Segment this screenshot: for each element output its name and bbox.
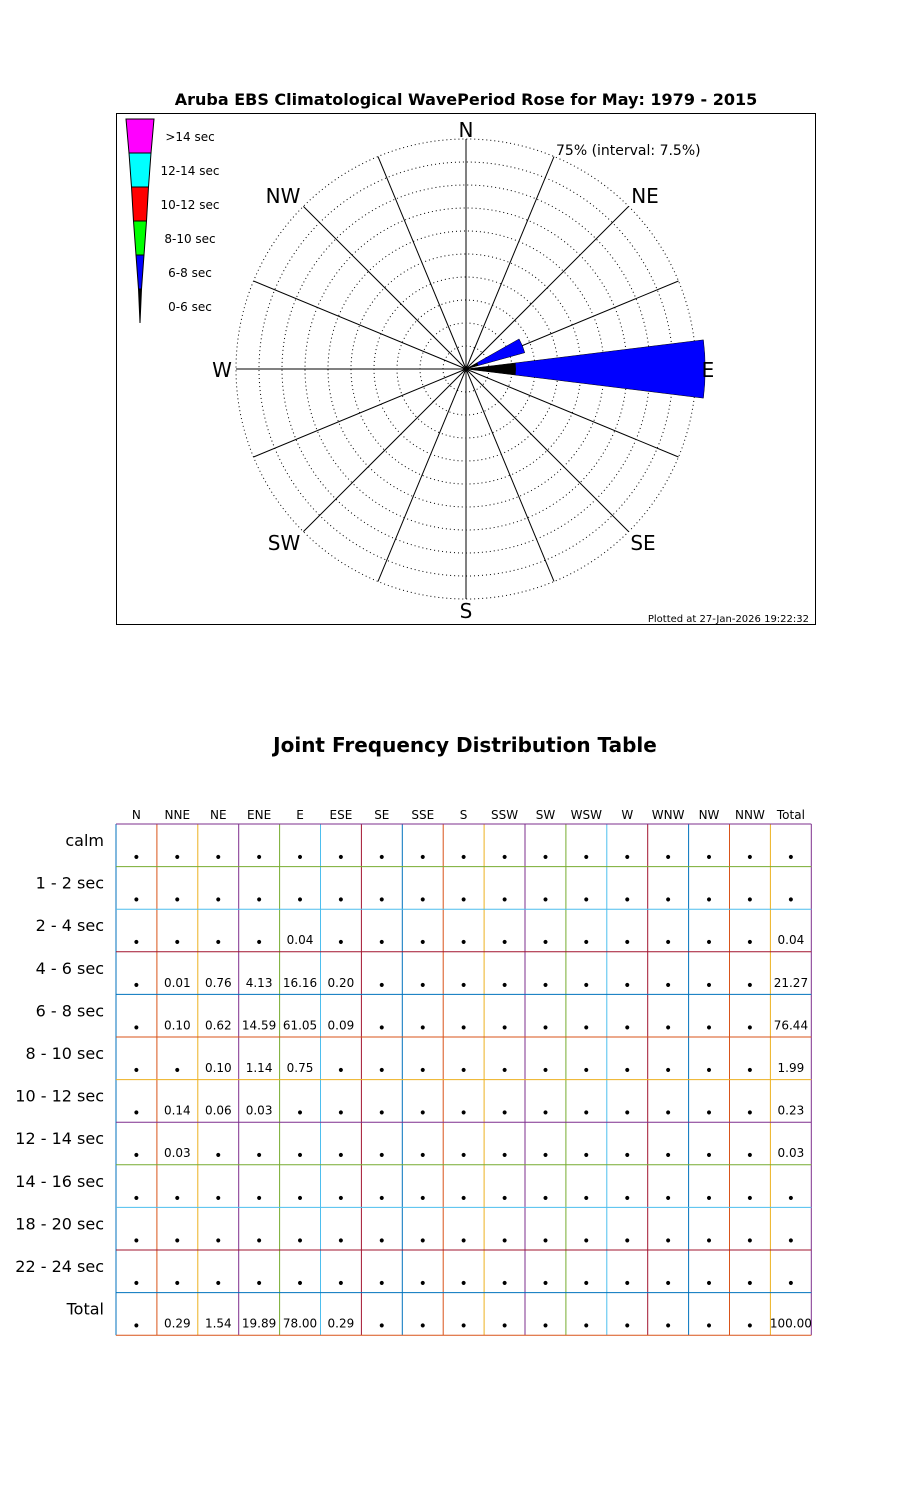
table-cell: •	[336, 1190, 346, 1207]
row-label: calm	[65, 831, 104, 850]
table-cell: •	[377, 1105, 386, 1122]
table-cell: •	[582, 850, 591, 866]
table-cell: •	[336, 1148, 346, 1165]
table-cell: •	[295, 1105, 305, 1122]
table-cell: •	[623, 1276, 632, 1292]
table-cell: •	[459, 1276, 468, 1292]
column-header: WSW	[570, 808, 602, 822]
table-cell: 19.89	[241, 1316, 277, 1331]
table-cell: •	[786, 1190, 796, 1207]
table-cell: •	[377, 935, 386, 952]
legend-label: >14 sec	[165, 130, 215, 144]
table-cell: •	[541, 1318, 550, 1335]
table-cell: •	[541, 1190, 550, 1207]
table-cell: •	[663, 850, 673, 866]
table-cell: •	[786, 1276, 796, 1292]
table-cell: 76.44	[773, 1018, 809, 1033]
table-cell: •	[377, 1318, 386, 1335]
table-cell: •	[132, 1063, 141, 1079]
spoke-se	[466, 369, 629, 532]
table-cell: •	[663, 935, 673, 952]
table-cell: 0.04	[286, 933, 314, 948]
table-cell: 1.14	[245, 1061, 273, 1075]
spoke-nnw	[378, 157, 466, 369]
column-header: ENE	[247, 808, 272, 822]
table-cell: •	[254, 1190, 264, 1207]
table-cell: 0.23	[777, 1103, 805, 1118]
legend-swatch-10-12-sec	[132, 187, 149, 221]
row-label: 10 - 12 sec	[15, 1086, 104, 1106]
table-cell: •	[623, 977, 632, 994]
table-cell: •	[623, 850, 632, 866]
table-cell: •	[663, 1105, 673, 1122]
compass-label-n: N	[458, 118, 474, 142]
spoke-wsw	[254, 369, 466, 457]
table-cell: 100.00	[769, 1316, 812, 1331]
legend-label: 12-14 sec	[160, 164, 220, 178]
table-cell: •	[214, 892, 223, 909]
table-cell: •	[704, 1276, 714, 1292]
row-label: 4 - 6 sec	[35, 958, 104, 978]
row-label: 22 - 24 sec	[15, 1257, 104, 1276]
table-cell: •	[459, 850, 468, 866]
row-label: 2 - 4 sec	[35, 916, 104, 936]
table-cell: •	[132, 1190, 141, 1207]
table-cell: 0.20	[327, 975, 355, 990]
column-header: SE	[374, 808, 390, 822]
legend-swatch-8-10-sec	[134, 221, 147, 255]
table-cell: 0.75	[286, 1061, 314, 1075]
table-cell: •	[254, 935, 264, 952]
column-header: NW	[698, 808, 720, 822]
table-cell: •	[541, 850, 550, 866]
joint-frequency-table	[0, 795, 900, 1355]
table-cell: •	[336, 1276, 346, 1292]
table-cell: •	[173, 1276, 182, 1292]
table-cell: •	[418, 1190, 427, 1207]
table-cell: •	[745, 850, 755, 866]
table-cell: •	[745, 1063, 755, 1079]
column-header: WNW	[651, 808, 685, 822]
table-cell: •	[459, 1148, 468, 1165]
column-header: SSW	[491, 808, 519, 822]
table-cell: •	[786, 1233, 796, 1250]
table-cell: 0.10	[204, 1061, 232, 1075]
table-cell: •	[418, 850, 427, 866]
table-cell: •	[254, 892, 264, 909]
column-header: SW	[535, 808, 556, 822]
table-title: Joint Frequency Distribution Table	[273, 733, 657, 757]
table-cell: •	[541, 977, 550, 994]
table-cell: •	[541, 1233, 550, 1250]
row-label: 1 - 2 sec	[35, 873, 104, 893]
table-cell: •	[704, 1148, 714, 1165]
petal-ene-6-8-sec	[477, 339, 525, 366]
table-cell: •	[541, 1105, 550, 1122]
table-cell: •	[214, 1233, 223, 1250]
table-cell: •	[745, 1190, 755, 1207]
rose-petals	[466, 339, 705, 398]
table-cell: •	[704, 850, 714, 866]
table-cell: •	[295, 1276, 305, 1292]
compass-label-nw: NW	[265, 184, 301, 208]
scale-label: 75% (interval: 7.5%)	[556, 143, 701, 159]
table-cell: •	[663, 1063, 673, 1079]
table-cell: •	[623, 1105, 632, 1122]
table-cell: •	[173, 1233, 182, 1250]
table-cell: 0.14	[163, 1103, 191, 1118]
table-cell: •	[663, 1276, 673, 1292]
table-cell: •	[582, 1148, 591, 1165]
row-label: 8 - 10 sec	[25, 1044, 104, 1063]
row-label: Total	[66, 1299, 104, 1319]
legend-swatch-0-6-sec	[139, 289, 142, 323]
table-cell: •	[582, 1276, 591, 1292]
table-cell: •	[745, 1105, 755, 1122]
table-cell: •	[459, 1318, 468, 1335]
table-cell: 1.99	[777, 1061, 805, 1075]
spoke-sw	[303, 369, 466, 532]
row-label: 6 - 8 sec	[35, 1001, 104, 1021]
table-cell: •	[418, 1105, 427, 1122]
table-cell: •	[745, 935, 755, 952]
table-cell: •	[173, 850, 182, 866]
table-cell: 0.29	[163, 1316, 191, 1331]
table-cell: •	[377, 1020, 386, 1037]
table-cell: 0.03	[163, 1146, 191, 1161]
spoke-ssw	[378, 369, 466, 581]
table-cell: •	[459, 935, 468, 952]
table-cell: •	[500, 1190, 509, 1207]
table-cell: •	[214, 935, 223, 952]
table-cell: 0.62	[204, 1018, 232, 1033]
table-cell: •	[377, 850, 386, 866]
legend-label: 8-10 sec	[164, 232, 216, 246]
table-cell: •	[663, 1318, 673, 1335]
table-cell: •	[295, 850, 305, 866]
legend-label: 10-12 sec	[160, 198, 220, 212]
table-cell: 61.05	[282, 1018, 318, 1033]
spoke-wnw	[254, 281, 466, 369]
table-cell: •	[786, 850, 796, 866]
table-cell: •	[336, 1233, 346, 1250]
petal-e-6-8-sec	[515, 340, 705, 398]
table-cell: •	[541, 1276, 550, 1292]
table-cell: •	[132, 892, 141, 909]
compass-label-e: E	[701, 358, 715, 382]
spoke-nw	[303, 206, 466, 369]
table-cell: •	[295, 892, 305, 909]
table-cell: •	[704, 1105, 714, 1122]
table-cell: •	[173, 935, 182, 952]
table-cell: •	[500, 977, 509, 994]
table-cell: •	[663, 977, 673, 994]
compass-label-sw: SW	[267, 531, 301, 555]
table-cell: •	[500, 1020, 509, 1037]
table-cell: •	[745, 892, 755, 909]
table-cell: •	[582, 977, 591, 994]
table-cell: •	[132, 1148, 141, 1165]
table-cell: •	[582, 935, 591, 952]
table-cell: •	[418, 1276, 427, 1292]
table-cell: •	[214, 1276, 223, 1292]
table-cell: •	[663, 1148, 673, 1165]
table-cell: •	[214, 850, 223, 866]
table-cell: •	[704, 935, 714, 952]
table-cell: 0.03	[245, 1103, 273, 1118]
table-cell: •	[500, 1276, 509, 1292]
column-header: NNE	[164, 808, 191, 822]
table-cell: •	[377, 977, 386, 994]
table-cell: •	[132, 977, 141, 994]
table-cell: •	[377, 1233, 386, 1250]
table-cell: •	[500, 1063, 509, 1079]
table-cell: •	[377, 1190, 386, 1207]
table-cell: •	[786, 892, 796, 909]
spoke-sse	[466, 369, 554, 581]
table-cell: •	[663, 1190, 673, 1207]
table-cell: •	[459, 1190, 468, 1207]
table-cell: •	[582, 892, 591, 909]
compass-label-ne: NE	[631, 184, 659, 208]
table-cell: •	[418, 1020, 427, 1037]
table-cell: •	[418, 1063, 427, 1079]
compass-label-w: W	[212, 358, 232, 382]
table-cell: •	[623, 1063, 632, 1079]
table-cell: 78.00	[282, 1316, 318, 1331]
legend-swatch-12-14-sec	[129, 153, 151, 187]
table-cell: •	[459, 1063, 468, 1079]
table-cell: •	[704, 1318, 714, 1335]
table-cell: •	[459, 892, 468, 909]
table-cell: •	[663, 892, 673, 909]
column-header: SSE	[411, 808, 435, 822]
table-cell: •	[336, 1063, 346, 1079]
table-cell: •	[500, 892, 509, 909]
table-cell: 14.59	[241, 1018, 277, 1033]
table-cell: •	[418, 1318, 427, 1335]
table-cell: •	[704, 1020, 714, 1037]
table-cell: •	[132, 850, 141, 866]
table-cell: •	[541, 1063, 550, 1079]
table-cell: •	[541, 1148, 550, 1165]
table-cell: •	[745, 977, 755, 994]
table-cell: •	[745, 1148, 755, 1165]
column-header: N	[131, 808, 141, 822]
table-cell: •	[500, 1318, 509, 1335]
table-cell: •	[132, 935, 141, 952]
table-cell: •	[623, 892, 632, 909]
table-cell: •	[336, 1105, 346, 1122]
table-cell: •	[582, 1105, 591, 1122]
table-cell: •	[704, 977, 714, 994]
table-cell: •	[459, 1233, 468, 1250]
column-header: NE	[210, 808, 227, 822]
spoke-ne	[466, 206, 629, 369]
table-cell: •	[418, 977, 427, 994]
table-cell: •	[500, 850, 509, 866]
table-cell: •	[623, 1148, 632, 1165]
table-cell: •	[500, 1105, 509, 1122]
table-cell: •	[459, 1020, 468, 1037]
table-cell: •	[254, 1233, 264, 1250]
table-cell: •	[132, 1105, 141, 1122]
table-cell: •	[745, 1020, 755, 1037]
table-cell: •	[173, 892, 182, 909]
table-cell: 0.06	[204, 1103, 232, 1118]
row-label: 14 - 16 sec	[15, 1171, 104, 1191]
table-cell: •	[336, 935, 346, 952]
table-cell: •	[132, 1318, 141, 1335]
table-cell: •	[704, 1233, 714, 1250]
legend-swatch-6-8-sec	[136, 255, 144, 289]
table-cell: 1.54	[204, 1316, 232, 1331]
table-cell: •	[541, 1020, 550, 1037]
table-cell: •	[704, 892, 714, 909]
legend-swatch--14-sec	[126, 119, 154, 153]
table-cell: •	[295, 1190, 305, 1207]
table-cell: •	[500, 1148, 509, 1165]
table-cell: •	[745, 1233, 755, 1250]
table-cell: •	[541, 935, 550, 952]
table-cell: •	[623, 935, 632, 952]
column-header: W	[621, 808, 634, 822]
table-cell: 0.76	[204, 975, 232, 990]
table-cell: •	[214, 1148, 223, 1165]
table-cell: •	[582, 1190, 591, 1207]
table-cell: •	[745, 1276, 755, 1292]
chart-title: Aruba EBS Climatological WavePeriod Rose for May: 1979 - 2015	[174, 90, 758, 109]
table-cell: •	[582, 1020, 591, 1037]
table-cell: •	[336, 850, 346, 866]
table-cell: •	[377, 1148, 386, 1165]
legend-label: 6-8 sec	[168, 266, 212, 280]
compass-label-se: SE	[630, 531, 656, 555]
table-cell: •	[418, 892, 427, 909]
table-cell: 0.09	[327, 1018, 355, 1033]
table-cell: •	[459, 1105, 468, 1122]
table-cell: •	[254, 1276, 264, 1292]
table-cell: •	[295, 1148, 305, 1165]
table-cell: •	[254, 850, 264, 866]
table-cell: 21.27	[773, 975, 809, 990]
table-cell: •	[418, 935, 427, 952]
table-cell: •	[541, 892, 550, 909]
table-cell: •	[582, 1063, 591, 1079]
table-cell: •	[336, 892, 346, 909]
table-cell: •	[377, 1063, 386, 1079]
table-cell: •	[254, 1148, 264, 1165]
column-header: E	[296, 808, 304, 822]
row-label: 12 - 14 sec	[15, 1129, 104, 1149]
table-cell: 0.04	[777, 933, 805, 948]
table-cell: •	[623, 1318, 632, 1335]
table-cell: 16.16	[282, 975, 318, 990]
table-cell: •	[582, 1233, 591, 1250]
wave-rose-chart	[0, 0, 900, 640]
column-header: Total	[776, 808, 805, 822]
legend	[126, 119, 219, 323]
plotted-at-label: Plotted at 27-Jan-2026 19:22:32	[647, 614, 809, 625]
spoke-nne	[466, 157, 554, 369]
table-cell: •	[459, 977, 468, 994]
legend-label: 0-6 sec	[168, 300, 212, 314]
row-label: 18 - 20 sec	[15, 1214, 104, 1234]
table-cell: •	[132, 1276, 141, 1292]
table-cell: •	[377, 892, 386, 909]
table-cell: •	[623, 1190, 632, 1207]
compass-label-s: S	[459, 599, 473, 623]
table-cell: •	[663, 1233, 673, 1250]
table-cell: •	[745, 1318, 755, 1335]
table-cell: •	[132, 1020, 141, 1037]
table-cell: •	[173, 1190, 182, 1207]
column-header: NNW	[734, 808, 765, 822]
table-cell: •	[663, 1020, 673, 1037]
table-cell: •	[214, 1190, 223, 1207]
table-cell: •	[582, 1318, 591, 1335]
table-cell: •	[418, 1148, 427, 1165]
table-cell: •	[295, 1233, 305, 1250]
table-cell: 0.01	[163, 975, 191, 990]
column-header: ESE	[329, 808, 353, 822]
table-cell: 0.03	[777, 1146, 805, 1161]
table-cell: •	[500, 1233, 509, 1250]
table-cell: 4.13	[245, 975, 273, 990]
table-cell: •	[132, 1233, 141, 1250]
table-cell: 0.10	[163, 1018, 191, 1033]
table-cell: •	[704, 1063, 714, 1079]
table-cell: 0.29	[327, 1316, 355, 1331]
table-cell: •	[623, 1233, 632, 1250]
column-header: S	[459, 808, 468, 822]
table-cell: •	[704, 1190, 714, 1207]
table-cell: •	[377, 1276, 386, 1292]
table-cell: •	[418, 1233, 427, 1250]
table-cell: •	[500, 935, 509, 952]
table-cell: •	[623, 1020, 632, 1037]
table-cell: •	[173, 1063, 182, 1079]
